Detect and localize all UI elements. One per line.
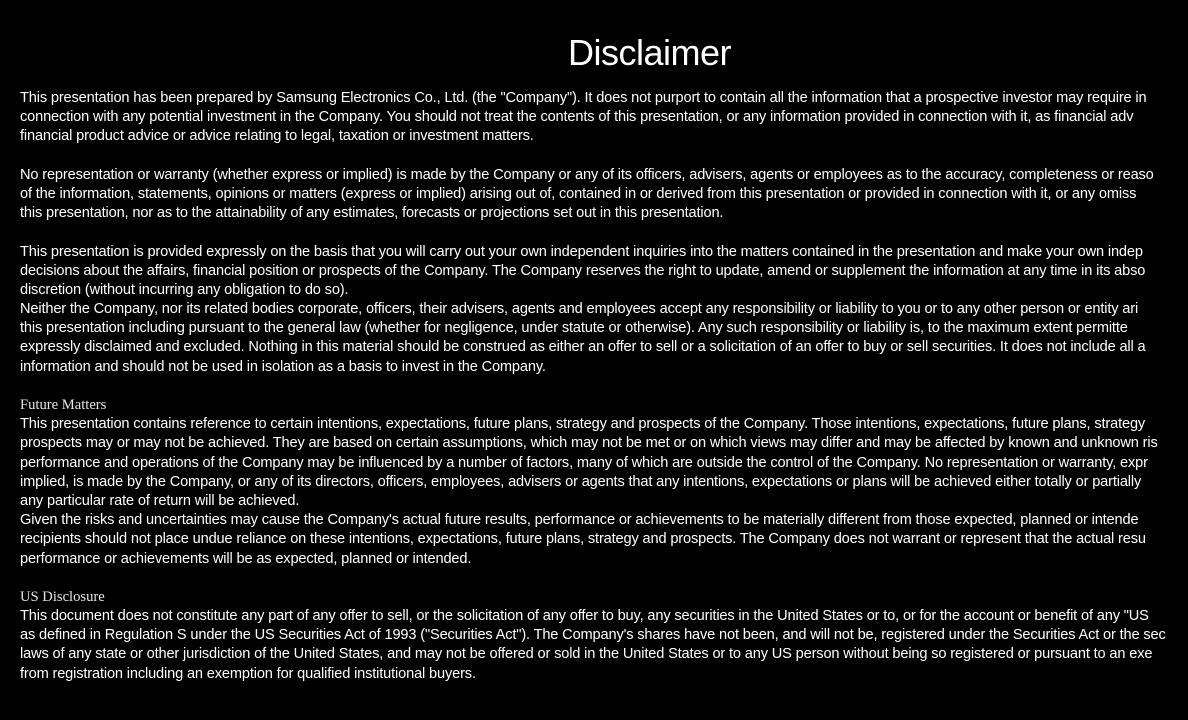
intro-paragraph-3	[20, 243, 1188, 301]
text-line: as defined in Regulation S under the US Securities Act of 1993 ("Securities Act"). The Company's shares have not been, and will not be, registered under the Securities Act or the sec	[20, 627, 1166, 644]
text-line: prospects may or may not be achieved. They are based on certain assumptions, which may not be met or on which views may differ and may be affected by known and unknown ris	[20, 435, 1158, 452]
text-line: Given the risks and uncertainties may cause the Company's actual future results, performance or achievements to be materially different from those expected, planned or intende	[20, 512, 1139, 529]
text-line: any particular rate of return will be achieved.	[20, 492, 300, 509]
text-line: This document does not constitute any part of any offer to sell, or the solicitation of any offer to buy, any securities in the United States or to, or for the account or benefit of any "US	[20, 608, 1149, 625]
page-title: Disclaimer	[568, 32, 732, 73]
future-matters-section	[20, 396, 1188, 569]
paragraph-gap	[20, 147, 1188, 166]
us-disclosure-section	[20, 588, 1188, 684]
text-line: This presentation contains reference to certain intentions, expectations, future plans, strategy and prospects of the Company. Those intentions, expectations, future plans, strategy	[20, 416, 1146, 433]
text-line: laws of any state or other jurisdiction of the United States, and may not be offered or sold in the United States or to any US person without being so registered or pursuant to an exe	[20, 646, 1153, 663]
text-line: expressly disclaimed and excluded. Nothing in this material should be construed as either an offer to sell or a solicitation of an offer to buy or sell securities. It does not include all a	[20, 339, 1146, 356]
text-line: decisions about the affairs, financial position or prospects of the Company. The Company reserves the right to update, amend or supplement the information at any time in its abso	[20, 262, 1146, 279]
text-line: information and should not be used in isolation as a basis to invest in the Company.	[20, 358, 546, 375]
intro-paragraph-4	[20, 300, 1188, 377]
intro-paragraph-2	[20, 166, 1188, 224]
text-line: implied, is made by the Company, or any of its directors, officers, employees, advisers or agents that any intentions, expectations or plans will be achieved either totally or partially	[20, 473, 1142, 490]
section-heading-future-matters: Future Matters	[20, 397, 107, 413]
disclaimer-body	[20, 89, 1188, 684]
section-heading-us-disclosure: US Disclosure	[20, 588, 105, 605]
text-line: from registration including an exemption for qualified institutional buyers.	[20, 665, 476, 682]
text-line: connection with any potential investment in the Company. You should not treat the contents of this presentation, or any information provided in connection with it, as financial adv	[20, 109, 1134, 126]
text-line: Neither the Company, nor its related bodies corporate, officers, their advisers, agents and employees accept any responsibility or liability to you or to any other person or entity ari	[20, 301, 1139, 318]
text-line: recipients should not place undue reliance on these intentions, expectations, future plans, strategy and prospects. The Company does not warrant or represent that the actual resu	[20, 531, 1146, 548]
text-line: of the information, statements, opinions or matters (express or implied) arising out of, contained in or derived from this presentation or provided in connection with it, or any omiss	[20, 185, 1137, 202]
intro-paragraph-1	[20, 89, 1188, 147]
text-line: performance or achievements will be as expected, planned or intended.	[20, 550, 472, 567]
text-line: financial product advice or advice relating to legal, taxation or investment matters.	[20, 128, 534, 145]
text-line: No representation or warranty (whether express or implied) is made by the Company or any of its officers, advisers, agents or employees as to the accuracy, completeness or reaso	[20, 166, 1154, 183]
text-line: this presentation including pursuant to the general law (whether for negligence, under statute or otherwise). Any such responsibility or liability is, to the maximum extent permitte	[20, 320, 1128, 337]
text-line: This presentation is provided expressly on the basis that you will carry out your own independent inquiries into the matters contained in the presentation and make your own indep	[20, 243, 1143, 260]
paragraph-gap	[20, 569, 1188, 588]
text-line: performance and operations of the Company may be influenced by a number of factors, many of which are outside the control of the Company. No representation or warranty, expr	[20, 454, 1148, 471]
paragraph-gap	[20, 377, 1188, 396]
text-line: this presentation, nor as to the attainability of any estimates, forecasts or projections set out in this presentation.	[20, 205, 724, 222]
text-line: discretion (without incurring any obligation to do so).	[20, 281, 349, 298]
paragraph-gap	[20, 223, 1188, 242]
text-line: This presentation has been prepared by Samsung Electronics Co., Ltd. (the "Company"). It does not purport to contain all the information that a prospective investor may require in	[20, 90, 1147, 106]
